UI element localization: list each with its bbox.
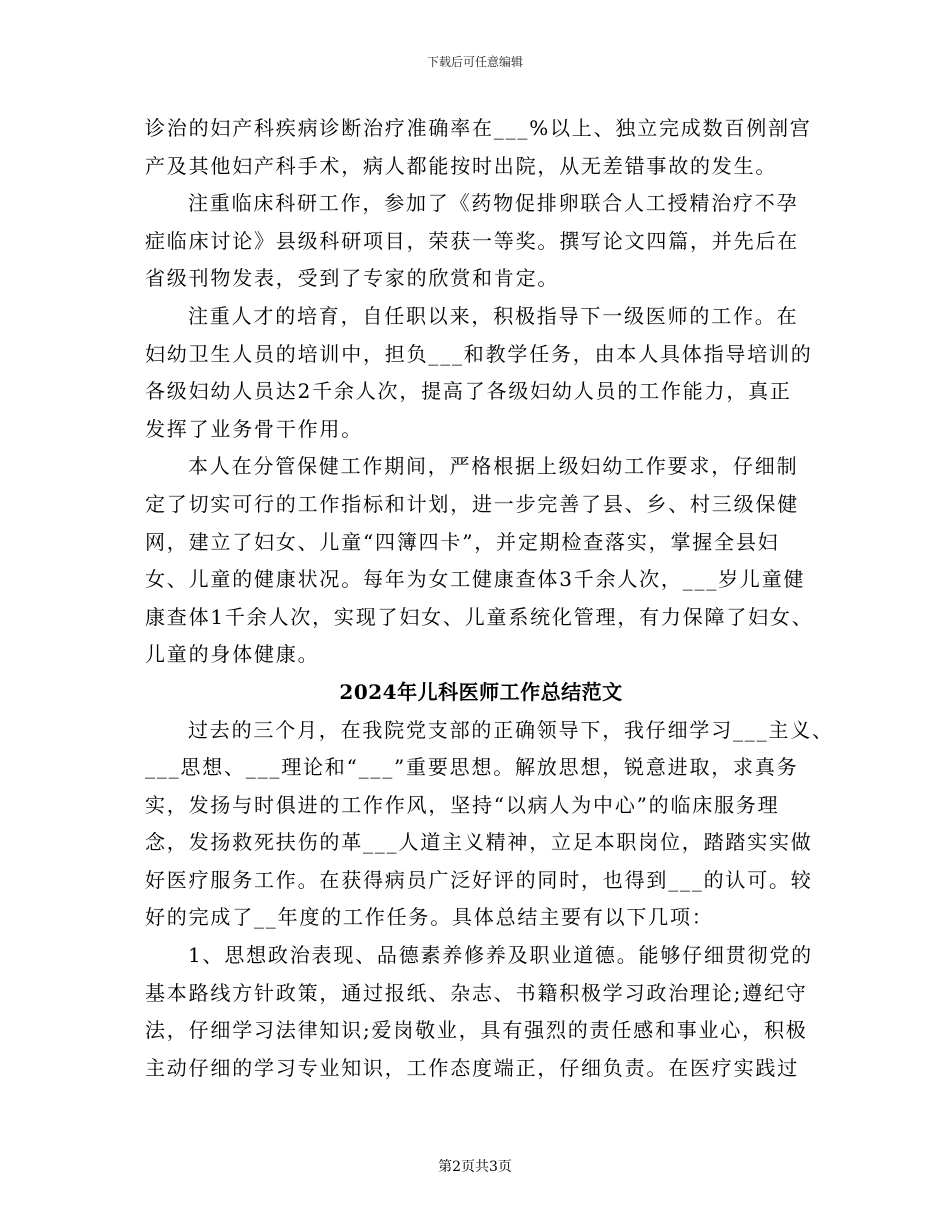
text-line: 注重临床科研工作，参加了《药物促排卵联合人工授精治疗不孕 xyxy=(188,191,799,216)
text-line: 妇幼卫生人员的培训中，担负___和教学任务，由本人具体指导培训的 xyxy=(145,341,813,366)
text-line: 网，建立了妇女、儿童“四簿四卡”，并定期检查落实，掌握全县妇 xyxy=(145,529,780,554)
text-line: 主动仔细的学习专业知识，工作态度端正，仔细负责。在医疗实践过 xyxy=(145,1055,799,1080)
text-line: 定了切实可行的工作指标和计划，进一步完善了县、乡、村三级保健 xyxy=(145,491,799,516)
text-line: 实，发扬与时俱进的工作作风，坚持“以病人为中心”的临床服务理 xyxy=(145,792,780,817)
text-line: 本人在分管保健工作期间，严格根据上级妇幼工作要求，仔细制 xyxy=(188,454,799,479)
text-line: 女、儿童的健康状况。每年为女工健康查体3千余人次，___岁儿童健 xyxy=(145,567,806,592)
text-line: 念，发扬救死扶伤的革___人道主义精神，立足本职岗位，踏踏实实做 xyxy=(145,830,813,855)
text-line: 注重人才的培育，自任职以来，积极指导下一级医师的工作。在 xyxy=(188,303,799,328)
text-line: 诊治的妇产科疾病诊断治疗准确率在___%以上、独立完成数百例剖宫 xyxy=(145,116,812,140)
text-line: 产及其他妇产科手术，病人都能按时出院，从无差错事故的发生。 xyxy=(145,153,778,178)
page-header: 下载后可任意编辑 xyxy=(426,55,523,69)
text-line: ___思想、___理论和“___”重要思想。解放思想，锐意进取，求真务 xyxy=(145,755,799,780)
document-body xyxy=(145,110,834,1087)
text-line: 症临床讨论》县级科研项目，荣获一等奖。撰写论文四篇，并先后在 xyxy=(145,228,799,253)
text-line: 好医疗服务工作。在获得病员广泛好评的同时，也得到___的认可。较 xyxy=(145,867,813,892)
text-line: 康查体1千余人次，实现了妇女、儿童系统化管理，有力保障了妇女、 xyxy=(145,604,814,629)
text-line: 省级刊物发表，受到了专家的欣赏和肯定。 xyxy=(145,266,560,291)
text-line: 好的完成了__年度的工作任务。具体总结主要有以下几项： xyxy=(145,905,714,930)
text-line: 发挥了业务骨干作用。 xyxy=(145,416,363,441)
page-footer: 第2页共3页 xyxy=(438,1159,512,1175)
text-line: 过去的三个月，在我院党支部的正确领导下，我仔细学习___主义、 xyxy=(188,717,834,742)
section-title: 2024年儿科医师工作总结范文 xyxy=(339,679,623,704)
text-line: 各级妇幼人员达2千余人次，提高了各级妇幼人员的工作能力，真正 xyxy=(145,379,792,404)
text-line: 基本路线方针政策，通过报纸、杂志、书籍积极学习政治理论;遵纪守 xyxy=(145,980,808,1005)
text-line: 法，仔细学习法律知识;爱岗敬业，具有强烈的责任感和事业心，积极 xyxy=(145,1018,808,1043)
text-line: 1、思想政治表现、品德素养修养及职业道德。能够仔细贯彻党的 xyxy=(188,943,813,968)
text-line: 儿童的身体健康。 xyxy=(145,642,320,667)
